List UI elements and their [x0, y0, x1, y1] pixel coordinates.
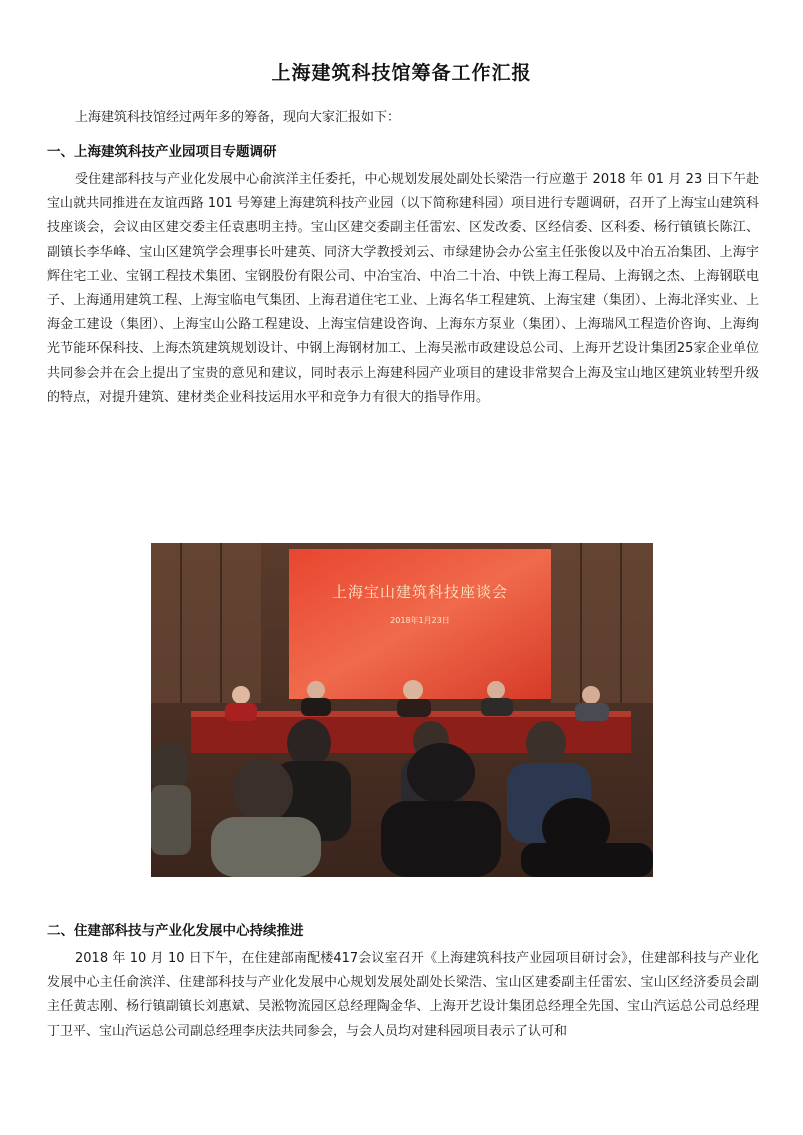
- meeting-photo: [151, 543, 653, 877]
- section2-heading: 二、住建部科技与产业化发展中心持续推进: [47, 923, 304, 939]
- document-title: 上海建筑科技馆筹备工作汇报: [271, 62, 532, 84]
- banner-title: 上海宝山建筑科技座谈会: [331, 583, 508, 601]
- section1-heading: 一、上海建筑科技产业园项目专题调研: [47, 144, 277, 160]
- section1-body: 受住建部科技与产业化发展中心俞滨洋主任委托，中心规划发展处副处长梁浩一行应邀于 2018 年 01 月 23 日下午赴宝山就共同推进在友谊西路 101 号筹建上海建筑科技产业园（以下简称建科园）项目进行专题调研，召开了上海宝山建筑科技座谈会，会议由区建交委主任袁惠明主持。宝山区建交委副主任雷宏、区发改委、区经信委、区科委、杨行镇镇长陈江、副镇长李华峰、宝山区建筑学会理事长叶建英、同济大学教授刘云、市绿建协会办公室主任张俊以及中冶五冶集团、上海宇辉住宅工业、宝钢工程技术集团、宝钢股份有限公司、中冶宝冶、中冶二十冶、中铁上海工程局、上海钢之杰、上海钢联电子、上海通用建筑工程、上海宝临电气集团、上海君道住宅工业、上海名华工程建筑、上海宝建（集团）、上海北泽实业、上海金工建设（集团）、上海宝山公路工程建设、上海宝信建设咨询、上海东方泵业（集团）、上海瑞风工程造价咨询、上海绚光节能环保科技、上海杰筑建筑规划设计、中钢上海钢材加工、上海吴淞市政建设总公司、上海开艺设计集团25家企业单位共同参会并在会上提出了宝贵的意见和建议，同时表示上海建科园产业项目的建设非常契合上海及宝山地区建筑业转型升级的特点，对提升建筑、建材类企业科技运用水平和竞争力有很大的指导作用。: [47, 172, 759, 405]
- intro-paragraph: 上海建筑科技馆经过两年多的筹备，现向大家汇报如下：: [75, 110, 401, 125]
- section2-body: 2018 年 10 月 10 日下午，在住建部南配楼417会议室召开《上海建筑科技产业园项目研讨会》，住建部科技与产业化发展中心主任俞滨洋、住建部科技与产业化发展中心规划发展处副处长梁浩、宝山区建委副主任雷宏、宝山区经济委员会副主任黄志刚、杨行镇副镇长刘惠斌、吴淞物流园区总经理陶金华、上海开艺设计集团总经理全先国、宝山汽运总公司总经理丁卫平、宝山汽运总公司副总经理李庆法共同参会，与会人员均对建科园项目表示了认可和: [47, 951, 759, 1039]
- banner-date: 2018年1月23日: [390, 616, 450, 625]
